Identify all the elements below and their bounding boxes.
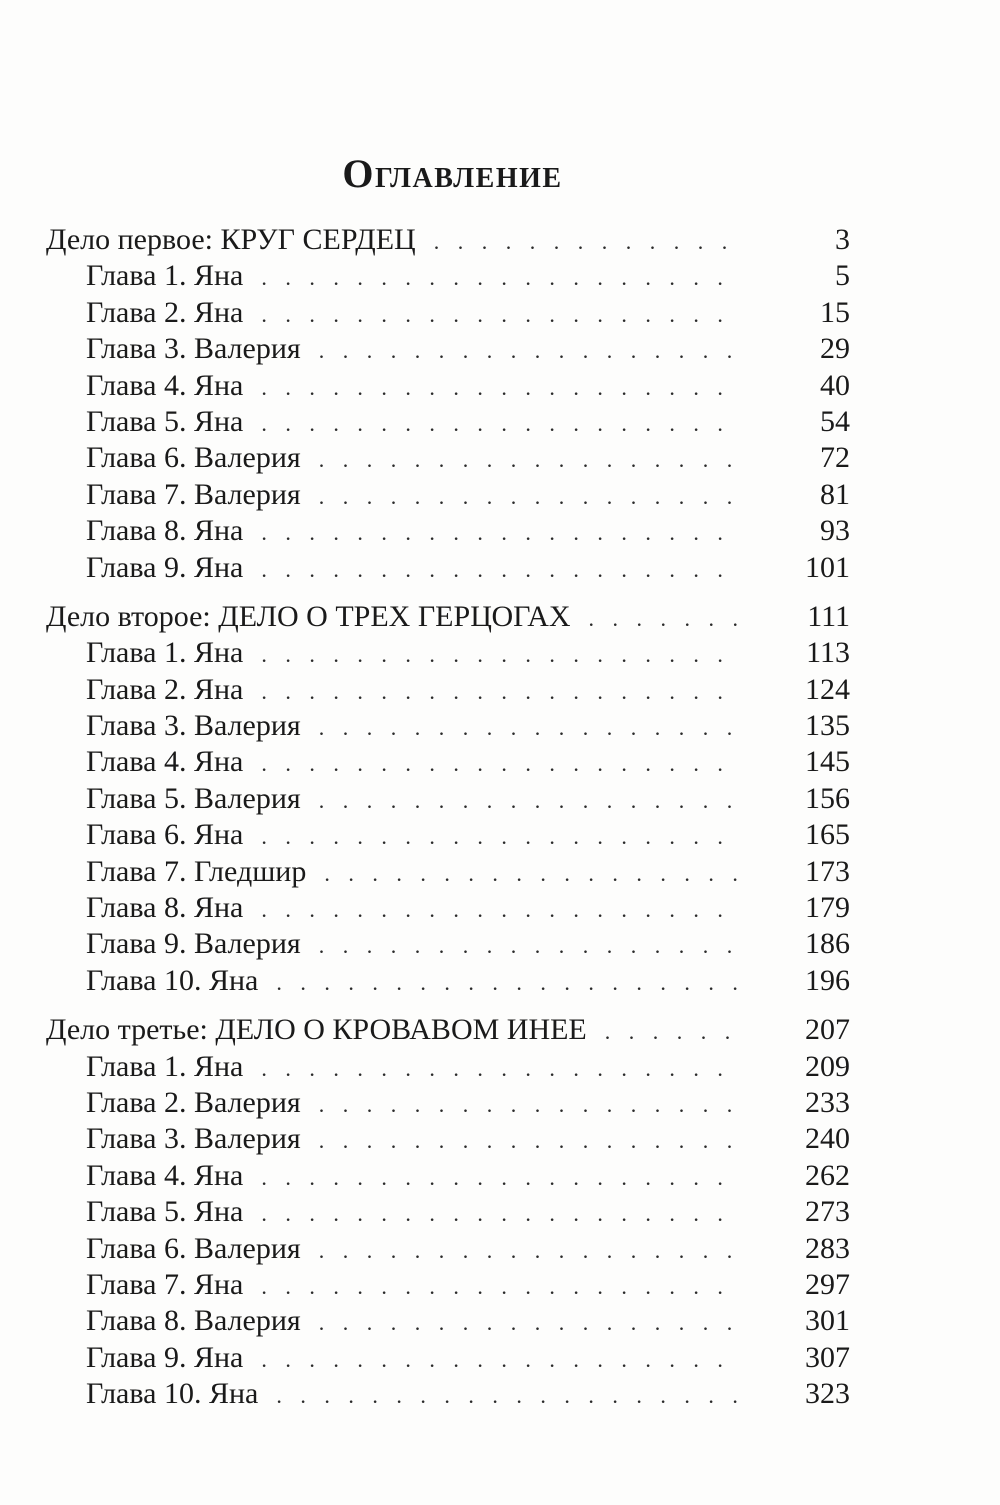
- dot-leader: [319, 1305, 740, 1341]
- page-number: 93: [820, 514, 850, 548]
- chapter-title: Глава 3. Валерия: [86, 709, 301, 743]
- page-number: 207: [805, 1013, 850, 1047]
- page-number: 72: [820, 441, 850, 475]
- part-title: Дело третье: ДЕЛО О КРОВАВОМ ИНЕЕ: [46, 1013, 587, 1047]
- chapter-title: Глава 1. Яна: [86, 259, 244, 293]
- toc-section: [0, 1012, 1000, 1412]
- part-title: Дело второе: ДЕЛО О ТРЕХ ГЕРЦОГАХ: [46, 599, 571, 633]
- toc-chapter-entry[interactable]: [0, 477, 1000, 513]
- chapter-title: Глава 5. Валерия: [86, 781, 301, 815]
- chapter-title: Глава 9. Яна: [86, 550, 244, 584]
- page-number: 81: [820, 477, 850, 511]
- chapter-title: Глава 2. Валерия: [86, 1085, 301, 1119]
- chapter-title: Глава 9. Валерия: [86, 927, 301, 961]
- page-number: 156: [805, 781, 850, 815]
- toc-chapter-entry[interactable]: [0, 368, 1000, 404]
- toc-chapter-entry[interactable]: [0, 513, 1000, 549]
- chapter-title: Глава 2. Яна: [86, 295, 244, 329]
- page-number: 54: [820, 404, 850, 438]
- chapter-title: Глава 8. Яна: [86, 891, 244, 925]
- dot-leader: [261, 297, 740, 333]
- page-number: 209: [805, 1049, 850, 1083]
- dot-leader: [261, 406, 740, 442]
- page-number: 173: [805, 854, 850, 888]
- dot-leader: [319, 783, 740, 819]
- dot-leader: [261, 552, 740, 588]
- toc-part-entry[interactable]: [0, 222, 1000, 258]
- dot-leader: [319, 1123, 740, 1159]
- chapter-title: Глава 6. Яна: [86, 818, 244, 852]
- chapter-title: Глава 8. Яна: [86, 514, 244, 548]
- dot-leader: [261, 1196, 740, 1232]
- toc-chapter-entry[interactable]: [0, 1158, 1000, 1194]
- page-number: 262: [805, 1158, 850, 1192]
- page-number: 135: [805, 709, 850, 743]
- dot-leader: [261, 819, 740, 855]
- page-number: 145: [805, 745, 850, 779]
- dot-leader: [261, 892, 740, 928]
- table-of-contents: [0, 222, 1000, 1426]
- page-number: 179: [805, 891, 850, 925]
- dot-leader: [261, 260, 740, 296]
- chapter-title: Глава 1. Яна: [86, 1049, 244, 1083]
- toc-chapter-entry[interactable]: [0, 1231, 1000, 1267]
- chapter-title: Глава 10. Яна: [86, 1377, 259, 1411]
- page-title: Оглавление: [342, 151, 563, 196]
- chapter-title: Глава 4. Яна: [86, 745, 244, 779]
- toc-chapter-entry[interactable]: [0, 1121, 1000, 1157]
- toc-part-entry[interactable]: [0, 1012, 1000, 1048]
- dot-leader: [605, 1014, 740, 1050]
- chapter-title: Глава 8. Валерия: [86, 1304, 301, 1338]
- chapter-title: Глава 5. Яна: [86, 1195, 244, 1229]
- chapter-title: Глава 2. Яна: [86, 672, 244, 706]
- dot-leader: [319, 1087, 740, 1123]
- chapter-title: Глава 3. Валерия: [86, 332, 301, 366]
- page-number: 186: [805, 927, 850, 961]
- toc-chapter-entry[interactable]: [0, 817, 1000, 853]
- page-number: 3: [835, 223, 850, 256]
- chapter-title: Глава 6. Валерия: [86, 1231, 301, 1265]
- page-number: 273: [805, 1195, 850, 1229]
- page-number: 196: [805, 963, 850, 997]
- toc-chapter-entry[interactable]: [0, 1194, 1000, 1230]
- chapter-title: Глава 1. Яна: [86, 636, 244, 670]
- page-number: 113: [806, 636, 850, 670]
- page-number: 124: [805, 672, 850, 706]
- dot-leader: [589, 601, 740, 637]
- chapter-title: Глава 6. Валерия: [86, 441, 301, 475]
- toc-section: [0, 222, 1000, 586]
- toc-chapter-entry[interactable]: [0, 890, 1000, 926]
- dot-leader: [261, 515, 740, 551]
- dot-leader: [261, 1160, 740, 1196]
- chapter-title: Глава 7. Валерия: [86, 477, 301, 511]
- toc-chapter-entry[interactable]: [0, 854, 1000, 890]
- toc-chapter-entry[interactable]: [0, 672, 1000, 708]
- chapter-title: Глава 7. Гледшир: [86, 854, 307, 888]
- toc-part-entry[interactable]: [0, 599, 1000, 635]
- page-number: 297: [805, 1267, 850, 1301]
- dot-leader: [319, 1233, 740, 1269]
- dot-leader: [319, 710, 740, 746]
- toc-chapter-entry[interactable]: [0, 708, 1000, 744]
- toc-chapter-entry[interactable]: [0, 1376, 1000, 1412]
- page-number: 111: [807, 599, 850, 633]
- page-number: 165: [805, 818, 850, 852]
- page-number: 301: [805, 1304, 850, 1338]
- chapter-title: Глава 7. Яна: [86, 1267, 244, 1301]
- chapter-title: Глава 4. Яна: [86, 1158, 244, 1192]
- page-number: 40: [820, 368, 850, 402]
- page-number: 29: [820, 332, 850, 366]
- toc-chapter-entry[interactable]: [0, 550, 1000, 586]
- dot-leader: [319, 442, 740, 478]
- chapter-title: Глава 4. Яна: [86, 368, 244, 402]
- dot-leader: [261, 637, 740, 673]
- page-number: 15: [820, 295, 850, 329]
- dot-leader: [319, 479, 740, 515]
- toc-chapter-entry[interactable]: [0, 1267, 1000, 1303]
- dot-leader: [276, 965, 740, 1001]
- toc-chapter-entry[interactable]: [0, 1085, 1000, 1121]
- toc-chapter-entry[interactable]: [0, 440, 1000, 476]
- dot-leader: [319, 333, 740, 369]
- page-number: 323: [805, 1377, 850, 1411]
- toc-chapter-entry[interactable]: [0, 781, 1000, 817]
- chapter-title: Глава 10. Яна: [86, 963, 259, 997]
- toc-chapter-entry[interactable]: [0, 963, 1000, 999]
- page-number: 240: [805, 1122, 850, 1156]
- toc-chapter-entry[interactable]: [0, 1049, 1000, 1085]
- dot-leader: [261, 370, 740, 406]
- toc-chapter-entry[interactable]: [0, 1303, 1000, 1339]
- chapter-title: Глава 3. Валерия: [86, 1122, 301, 1156]
- toc-chapter-entry[interactable]: [0, 404, 1000, 440]
- dot-leader: [276, 1378, 740, 1414]
- toc-chapter-entry[interactable]: [0, 744, 1000, 780]
- toc-chapter-entry[interactable]: [0, 295, 1000, 331]
- page-number: 283: [805, 1231, 850, 1265]
- toc-chapter-entry[interactable]: [0, 1340, 1000, 1376]
- dot-leader: [261, 674, 740, 710]
- dot-leader: [434, 224, 740, 260]
- chapter-title: Глава 5. Яна: [86, 404, 244, 438]
- page-number: 101: [805, 550, 850, 584]
- dot-leader: [261, 1269, 740, 1305]
- page-number: 307: [805, 1340, 850, 1374]
- dot-leader: [261, 746, 740, 782]
- part-title: Дело первое: КРУГ СЕРДЕЦ: [46, 223, 416, 256]
- dot-leader: [261, 1342, 740, 1378]
- toc-section: [0, 599, 1000, 999]
- dot-leader: [261, 1051, 740, 1087]
- page-number: 233: [805, 1085, 850, 1119]
- toc-chapter-entry[interactable]: [0, 331, 1000, 367]
- toc-chapter-entry[interactable]: [0, 635, 1000, 671]
- toc-chapter-entry[interactable]: [0, 258, 1000, 294]
- chapter-title: Глава 9. Яна: [86, 1340, 244, 1374]
- page-number: 5: [835, 259, 850, 293]
- dot-leader: [324, 856, 740, 892]
- toc-chapter-entry[interactable]: [0, 926, 1000, 962]
- dot-leader: [319, 928, 740, 964]
